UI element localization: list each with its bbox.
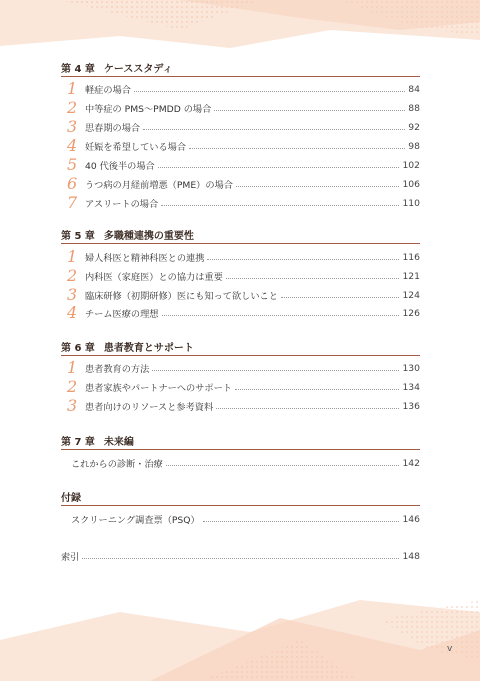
toc-entry[interactable]: [61, 155, 420, 174]
dot-leader: [214, 109, 405, 111]
entry-title: スクリーニング調査票（PSQ）: [71, 515, 200, 526]
entry-page: 98: [408, 140, 420, 152]
entry-page: 124: [402, 289, 420, 301]
dot-leader: [158, 166, 400, 168]
chapter-6-label: 第 6 章: [61, 343, 95, 354]
entry-page: 142: [402, 457, 420, 469]
entry-title: アスリートの場合: [85, 199, 159, 210]
entry-page: 102: [402, 159, 420, 171]
chapter-6-title: 患者教育とサポート: [103, 343, 194, 354]
toc-entry[interactable]: [61, 174, 420, 193]
entry-page: 92: [408, 121, 420, 133]
entry-number: 4: [67, 303, 78, 322]
chapter-7-heading[interactable]: [61, 433, 420, 450]
toc-entry[interactable]: [61, 117, 420, 136]
entry-title: 中等症の PMS〜PMDD の場合: [85, 104, 212, 115]
chapter-6-heading[interactable]: [61, 339, 420, 356]
index-title: 索引: [61, 552, 80, 563]
entry-number: 3: [67, 285, 78, 304]
chapter-5-title: 多職種連携の重要性: [103, 231, 194, 242]
entry-title: 患者向けのリソースと参考資料: [85, 402, 214, 413]
entry-title: 軽症の場合: [85, 85, 131, 96]
toc-entry[interactable]: [61, 512, 420, 526]
entry-number: 6: [67, 174, 78, 193]
dot-leader: [152, 369, 399, 371]
entry-title: うつ病の月経前増悪（PME）の場合: [85, 180, 233, 191]
chapter-4-title: ケーススタディ: [103, 64, 173, 75]
entry-number: 1: [67, 358, 78, 377]
entry-number: 2: [67, 266, 78, 285]
entry-title: 患者家族やパートナーへのサポート: [85, 383, 232, 394]
entry-number: 5: [67, 155, 78, 174]
entry-page: 121: [402, 270, 420, 282]
appendix-heading[interactable]: [61, 489, 420, 506]
entry-title: 内科医（家庭医）との協力は重要: [85, 272, 223, 283]
dot-leader: [161, 204, 399, 206]
toc-entry[interactable]: [61, 98, 420, 117]
dot-leader: [216, 407, 399, 409]
entry-number: 1: [67, 247, 78, 266]
entry-page: 84: [408, 83, 420, 95]
page-folio: v: [447, 644, 453, 654]
entry-page: 130: [402, 362, 420, 374]
toc-entry[interactable]: [61, 285, 420, 304]
entry-number: 3: [67, 396, 78, 415]
toc-entry[interactable]: [61, 247, 420, 266]
index-page: 148: [402, 550, 420, 562]
dot-leader: [226, 277, 400, 279]
entry-title: 患者教育の方法: [85, 364, 150, 375]
entry-page: 110: [402, 197, 420, 209]
entry-number: 4: [67, 136, 78, 155]
toc-entry[interactable]: [61, 266, 420, 285]
chapter-5-heading[interactable]: [61, 227, 420, 244]
entry-number: 2: [67, 377, 78, 396]
entry-page: 116: [402, 251, 420, 263]
entry-page: 106: [402, 178, 420, 190]
entry-page: 136: [402, 400, 420, 412]
entry-title: チーム医療の理想: [85, 309, 159, 320]
entry-page: 88: [408, 102, 420, 114]
chapter-4-heading[interactable]: [61, 60, 420, 77]
dot-leader: [166, 464, 400, 466]
dot-leader: [134, 90, 405, 92]
dot-leader: [162, 314, 400, 316]
entry-title: 臨床研修（初期研修）医にも知って欲しいこと: [85, 291, 278, 302]
chapter-7-title: 未来編: [103, 437, 134, 448]
toc-entry[interactable]: [61, 456, 420, 470]
dot-leader: [203, 520, 400, 522]
entry-number: 2: [67, 98, 78, 117]
toc-entry[interactable]: [61, 396, 420, 415]
chapter-4-label: 第 4 章: [61, 64, 95, 75]
dot-leader: [207, 258, 399, 260]
entry-number: 1: [67, 79, 78, 98]
entry-page: 134: [402, 381, 420, 393]
index-entry[interactable]: [61, 549, 420, 563]
dot-leader: [189, 147, 405, 149]
entry-title: 思春期の場合: [85, 123, 141, 134]
toc-entry[interactable]: [61, 303, 420, 322]
entry-title: これからの診断・治療: [71, 459, 163, 470]
entry-title: 婦人科医と精神科医との連携: [85, 253, 205, 264]
entry-title: 妊娠を希望している場合: [85, 142, 187, 153]
chapter-7-label: 第 7 章: [61, 437, 95, 448]
toc-entry[interactable]: [61, 377, 420, 396]
appendix-title: 付録: [61, 493, 81, 504]
toc-entry[interactable]: [61, 193, 420, 212]
entry-page: 126: [402, 307, 420, 319]
entry-number: 3: [67, 117, 78, 136]
dot-leader: [235, 388, 399, 390]
toc-entry[interactable]: [61, 358, 420, 377]
dot-leader: [236, 185, 400, 187]
dot-leader: [82, 557, 399, 559]
toc-entry[interactable]: [61, 79, 420, 98]
entry-page: 146: [402, 513, 420, 525]
entry-title: 40 代後半の場合: [85, 161, 155, 172]
bottom-decoration: [0, 600, 480, 681]
chapter-5-label: 第 5 章: [61, 231, 95, 242]
top-decoration: [0, 0, 480, 48]
toc-entry[interactable]: [61, 136, 420, 155]
dot-leader: [143, 128, 405, 130]
dot-leader: [281, 296, 400, 298]
entry-number: 7: [67, 193, 78, 212]
